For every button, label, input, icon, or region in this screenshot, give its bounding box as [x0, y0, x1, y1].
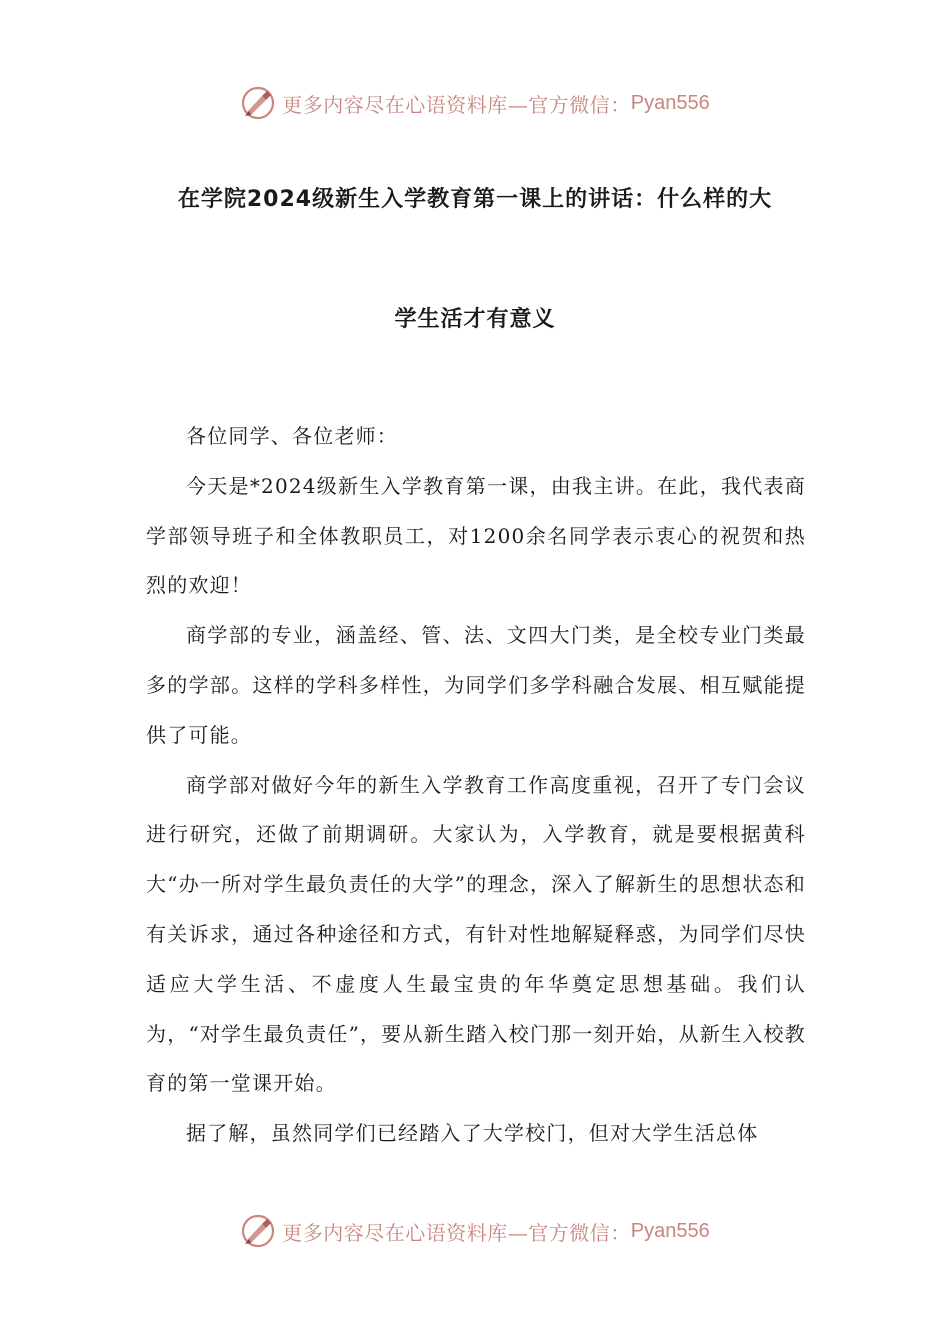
document-body	[146, 412, 806, 1159]
watermark-text: 更多内容尽在心语资料库—官方微信：	[282, 92, 631, 117]
pen-logo-icon	[240, 1213, 276, 1249]
paragraph: 据了解，虽然同学们已经踏入了大学校门，但对大学生活总体	[186, 1121, 759, 1146]
watermark-wechat-id: Pyan556	[630, 91, 710, 114]
watermark-banner-top	[0, 80, 950, 126]
pen-logo-icon	[240, 85, 276, 121]
salutation: 各位同学、各位老师：	[186, 424, 398, 448]
document-title-line-2: 学生活才有意义	[394, 307, 556, 332]
document-title-line-1: 在学院2024级新生入学教育第一课上的讲话：什么样的大	[177, 187, 773, 212]
paragraph: 商学部对做好今年的新生入学教育工作高度重视，召开了专门会议进行研究，还做了前期调研。大家认为，入学教育，就是要根据黄科大“办一所对学生最负责任的大学”的理念，深入了解新生的思想状态和有关诉求，通过各种途径和方式，有针对性地解疑释惑，为同学们尽快适应大学生活、不虚度人生最宝贵的年华奠定思想基础。我们认为，“对学生最负责任”，要从新生踏入校门那一刻开始，从新生入校教育的第一堂课开始。	[146, 772, 806, 1096]
paragraph: 今天是*2024级新生入学教育第一课，由我主讲。在此，我代表商学部领导班子和全体教职员工，对1200余名同学表示衷心的祝贺和热烈的欢迎！	[146, 473, 806, 598]
watermark-banner-bottom	[0, 1208, 950, 1254]
watermark-text: 更多内容尽在心语资料库—官方微信：	[282, 1220, 631, 1245]
watermark-wechat-id: Pyan556	[630, 1219, 710, 1242]
paragraph: 商学部的专业，涵盖经、管、法、文四大门类，是全校专业门类最多的学部。这样的学科多样性，为同学们多学科融合发展、相互赋能提供了可能。	[146, 623, 806, 747]
